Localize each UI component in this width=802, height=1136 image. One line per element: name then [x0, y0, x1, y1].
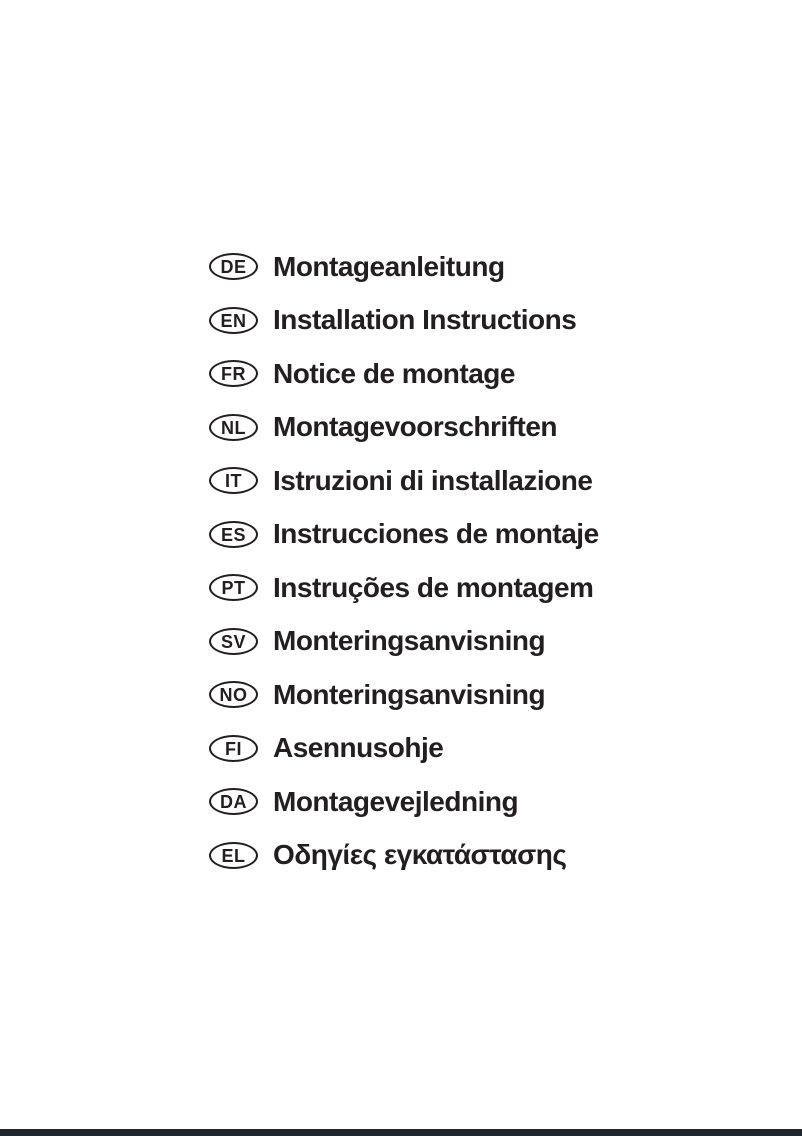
- language-code: EL: [221, 845, 246, 866]
- language-title: Installation Instructions: [273, 304, 577, 336]
- language-code: EN: [220, 310, 247, 331]
- language-row: [209, 561, 599, 615]
- language-title: Montagevoorschriften: [273, 411, 558, 443]
- language-title: Οδηγίες εγκατάστασης: [273, 839, 567, 871]
- language-title: Istruzioni di installazione: [273, 464, 593, 496]
- language-code-badge: [209, 253, 258, 280]
- language-row: [209, 454, 599, 508]
- language-code: IT: [225, 471, 242, 492]
- language-code-badge: [209, 307, 258, 334]
- language-code: PT: [221, 578, 246, 599]
- language-row: [209, 722, 599, 776]
- language-title: Asennusohje: [273, 732, 444, 764]
- language-title: Monteringsanvisning: [273, 625, 546, 657]
- language-code-badge: [209, 628, 258, 655]
- language-title: Notice de montage: [273, 357, 515, 389]
- language-row: [209, 240, 599, 294]
- language-title: Montagevejledning: [273, 785, 519, 817]
- language-code-badge: [209, 467, 258, 494]
- language-code-badge: [209, 521, 258, 548]
- language-code: NL: [221, 417, 246, 438]
- language-code-badge: [209, 681, 258, 708]
- language-code: SV: [220, 631, 246, 652]
- language-code: ES: [220, 524, 246, 545]
- language-title: Monteringsanvisning: [273, 678, 546, 710]
- language-row: [209, 829, 599, 883]
- language-code-badge: [209, 414, 258, 441]
- language-row: [209, 615, 599, 669]
- language-row: [209, 668, 599, 722]
- language-title: Instrucciones de montaje: [273, 518, 599, 550]
- language-code: FI: [225, 738, 242, 759]
- language-title: Instruções de montagem: [273, 571, 594, 603]
- language-row: [209, 401, 599, 455]
- language-code: FR: [221, 364, 246, 385]
- language-title: Montageanleitung: [273, 250, 505, 282]
- language-code-badge: [209, 842, 258, 869]
- language-code: DE: [220, 257, 247, 278]
- footer-rule: [0, 1129, 802, 1136]
- language-code-badge: [209, 788, 258, 815]
- language-code: DA: [220, 792, 247, 813]
- language-code-badge: [209, 574, 258, 601]
- language-list: [209, 240, 599, 882]
- language-row: [209, 508, 599, 562]
- language-row: [209, 294, 599, 348]
- language-code-badge: [209, 735, 258, 762]
- language-code: NO: [219, 685, 248, 706]
- language-row: [209, 347, 599, 401]
- language-code-badge: [209, 360, 258, 387]
- language-row: [209, 775, 599, 829]
